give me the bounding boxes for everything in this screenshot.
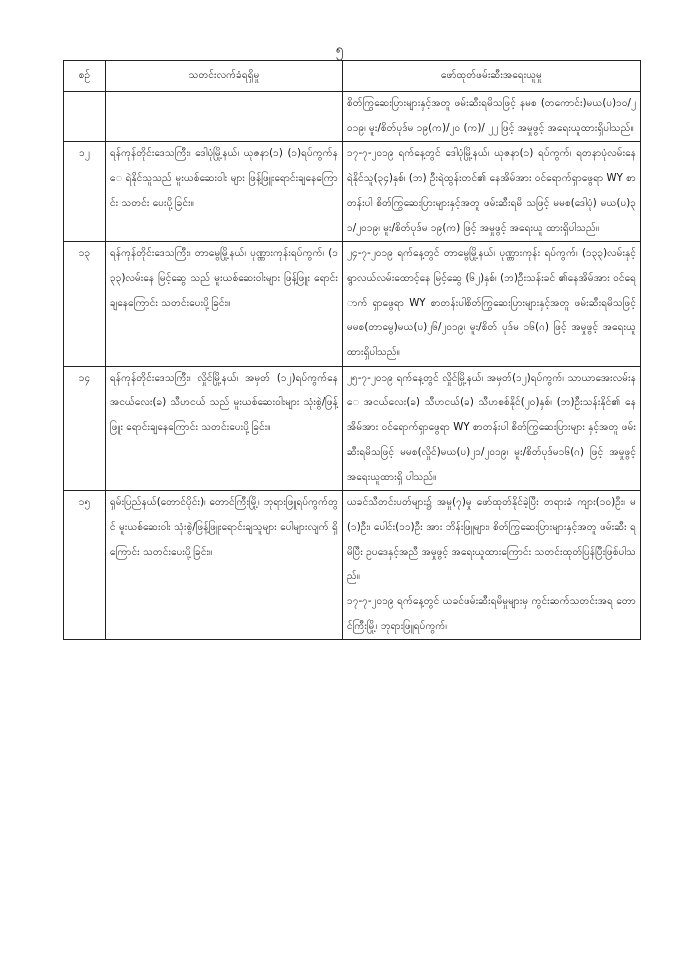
header-action-taken: ဖော်ထုတ်ဖမ်းဆီးအရေးယူမှု <box>343 61 641 92</box>
info-received-cell <box>106 242 343 367</box>
info-received-text: ရန်ကုန်တိုင်းဒေသကြီး၊ လှိုင်မြို့နယ်၊ အမှတ် (၁၂)ရပ်ကွက်နေ အငယ်လေး(ခ) သီဟငယ် သည် မူးယစ်ဆေးဝါးများ သုံးစွဲ/ဖြန့်ဖြူး ရောင်းချနေကြောင်း သတင်းပေးပို့ခြင်း။ <box>110 372 338 434</box>
table-row <box>64 242 641 367</box>
info-received-text: ရန်ကုန်တိုင်းဒေသကြီး၊ ဒေါပုံမြို့နယ်၊ ယုဇနာ(၁) (၁)ရပ်ကွက်နေ ရဲနိုင်သူသည် မူးယစ်ဆေးဝါး များ ဖြန့်ဖြူးရောင်းချနေကြောင်း သတင်း ပေးပို့ခြင်း။ <box>110 148 338 209</box>
row-number: ၁၄ <box>64 366 106 491</box>
table-row <box>64 142 641 242</box>
header-info-received: သတင်းလက်ခံရရှိမှု <box>106 61 343 92</box>
table-row <box>64 491 641 640</box>
row-number <box>64 92 106 142</box>
action-taken-text: ၂၄-၇-၂၀၁၉ ရက်နေ့တွင် တာမွေမြို့နယ်၊ ပုဏ္ဏားကုန်း ရပ်ကွက်၊ (၁၃၃)လမ်းနှင့်ရွာလယ်လမ်းထောင့်နေ မြင့်ဆွေ (၆၂)နှစ်၊ (ဘ)ဦးသန်းခင် ၏နေအိမ်အား ဝင်ရောက် ရှာဖွေရာ WY စာတန်းပါစိတ်ကြွဆေးပြားများနှင့်အတူ ဖမ်းဆီးရမိသဖြင့် မမစ(တာမွေ)မယ(ပ)၂၆/၂၀၁၉၊ မူး/စိတ် ပုဒ်မ ၁၆(ဂ) ဖြင့် အမှုဖွင့် အရေးယူထားရှိပါသည်။ <box>347 248 636 359</box>
action-taken-cell <box>343 242 641 367</box>
action-taken-cell <box>343 142 641 242</box>
case-table <box>63 60 641 640</box>
action-taken-cell <box>343 366 641 491</box>
table-row <box>64 366 641 491</box>
action-taken-text: ယခင်သီတင်းပတ်များ၌ အမှု(၇)မှု ဖော်ထုတ်နိုင်ခဲ့ပြီး တရားခံ ကျား(၁၀)ဦး၊ မ(၁)ဦး၊ ပေါင်း(၁၁)ဦး အား ဘိန်းဖြူများ၊ စိတ်ကြွဆေးပြားများနှင့်အတူ ဖမ်းဆီး ရမိပြီး ဥပဒေနှင့်အညီ အမှုဖွင့် အရေးယူထားကြောင်း သတင်းထုတ်ပြန်ပြီးဖြစ်ပါသည်။ <box>347 497 636 583</box>
info-received-cell <box>106 92 343 142</box>
action-taken-cell <box>343 491 641 640</box>
row-number: ၁၅ <box>64 491 106 640</box>
action-taken-text: စိတ်ကြွဆေးပြားများနှင့်အတူ ဖမ်းဆီးရမိသဖြင့် နမစ (တကောင်း)မယ(ပ)၁၀/၂၀၁၉၊ မူး/စိတ်ပုဒ်မ ၁၉(က)/၂၀ (က)/ ၂၂ ဖြင့် အမှုဖွင့် အရေးယူထားရှိပါသည်။ <box>347 98 636 134</box>
table-header-row <box>64 61 641 92</box>
info-received-cell <box>106 491 343 640</box>
table-body <box>64 92 641 640</box>
action-taken-cell <box>343 92 641 142</box>
info-received-text: ရှမ်းပြည်နယ်(တောင်ပိုင်း)၊ တောင်ကြီးမြို့၊ ဘုရားဖြူရပ်ကွက်တွင် မူးယစ်ဆေးဝါး သုံးစွဲ/ဖြန့်ဖြူးရောင်းချသူများ ပေါများလျက် ရှိကြောင်း သတင်းပေးပို့ခြင်း။ <box>110 497 338 558</box>
action-taken-text: ၂၅-၇-၂၀၁၉ ရက်နေ့တွင် လှိုင်မြို့နယ်၊ အမှတ်(၁၂)ရပ်ကွက်၊ သာယာအေးလမ်းနေ အငယ်လေး(ခ) သီဟငယ်(ခ) သီဟစစ်နိုင်(၂၀)နှစ်၊ (ဘ)ဦးသန်းနိုင်၏ နေအိမ်အား ဝင်ရောက်ရှာဖွေရာ WY စာတန်းပါ စိတ်ကြွဆေးပြားများ နှင့်အတူ ဖမ်းဆီးရမိသဖြင့် မမစ(လှိုင်)မယ(ပ)၂၁/၂၀၁၉၊ မူး/စိတ်ပုဒ်မ၁၆(ဂ) ဖြင့် အမှုဖွင့် အရေးယူထားရှိ ပါသည်။ <box>347 372 636 483</box>
action-taken-text: ၁၇-၇-၂၀၁၉ ရက်နေ့တွင် ယခင်ဖမ်းဆီးရမိမှုများမှ ကွင်းဆက်သတင်းအရ တောင်ကြီးမြို့၊ ဘုရားဖြူရပ်ကွက်၊ <box>347 596 636 632</box>
row-number: ၁၂ <box>64 142 106 242</box>
info-received-cell <box>106 366 343 491</box>
table-row <box>64 92 641 142</box>
info-received-text: ရန်ကုန်တိုင်းဒေသကြီး၊ တာမွေမြို့နယ်၊ ပုဏ္ဏားကုန်းရပ်ကွက်၊ (၁၃၃)လမ်းနေ မြင့်ဆွေ သည် မူးယစ်ဆေးဝါးများ ဖြန့်ဖြူး ရောင်းချနေကြောင်း သတင်းပေးပို့ခြင်း။ <box>110 248 338 309</box>
action-taken-text: ၁၇-၇-၂၀၁၉ ရက်နေ့တွင် ဒေါပုံမြို့နယ်၊ ယုဇနာ(၁) ရပ်ကွက်၊ ရတနာပုံလမ်းနေ ရဲနိုင်သူ(၃၄)နှစ်၊ (ဘ) ဦးရဲထွန်းတင်၏ နေအိမ်အား ဝင်ရောက်ရှာဖွေရာ WY စာတန်းပါ စိတ်ကြွဆေးပြားများနှင့်အတူ ဖမ်းဆီးရမိ သဖြင့် မမစ(ဒေါပုံ) မယ(ပ)၃၁/၂၀၁၉၊ မူး/စိတ်ပုဒ်မ ၁၉(က) ဖြင့် အမှုဖွင့် အရေးယူ ထားရှိပါသည်။ <box>347 148 636 234</box>
row-number: ၁၃ <box>64 242 106 367</box>
page-number: ၅ <box>335 42 344 58</box>
info-received-cell <box>106 142 343 242</box>
header-no: စဉ် <box>64 61 106 92</box>
